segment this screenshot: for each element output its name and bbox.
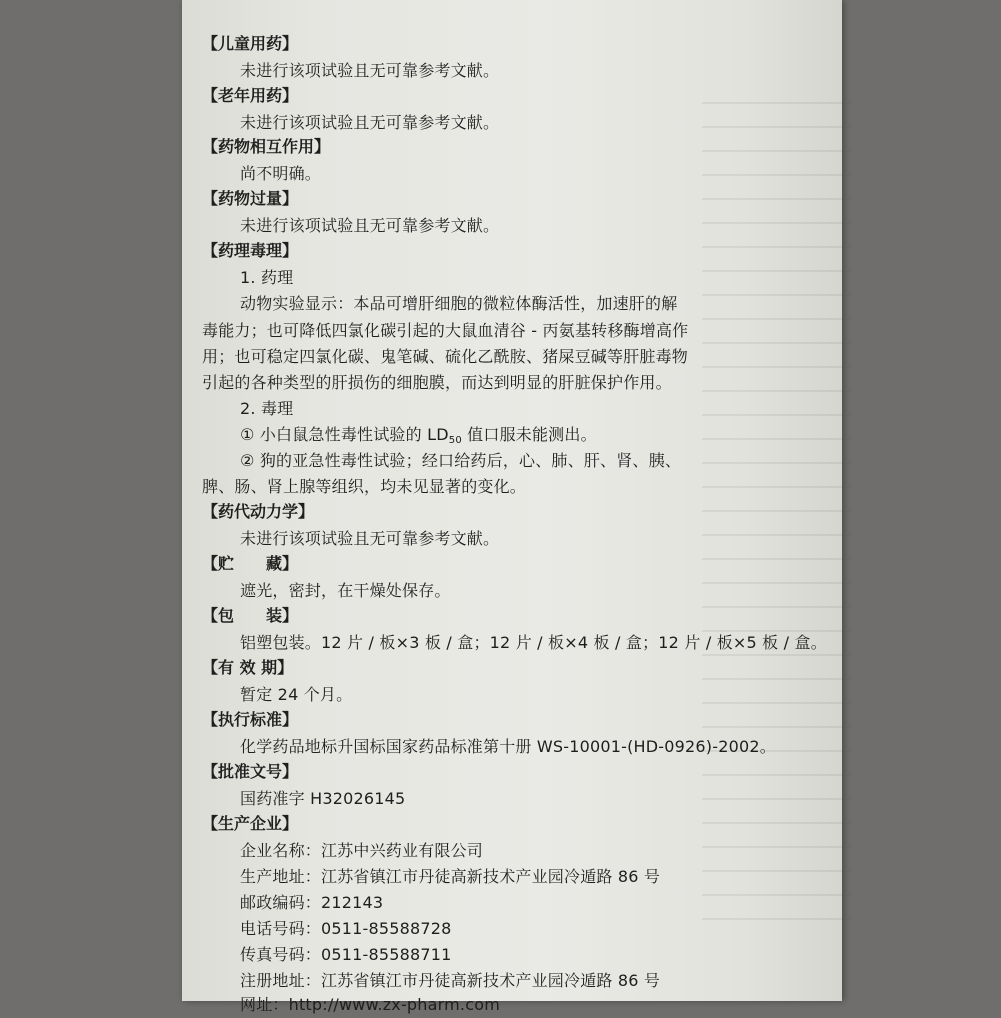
heading-approval: 【批准文号】 [202,762,299,781]
company-name: 企业名称：江苏中兴药业有限公司 [240,841,484,860]
toxicity-line-3: 脾、肠、肾上腺等组织，均未见显著的变化。 [202,477,527,496]
toxicity-line-2: ② 狗的亚急性毒性试验；经口给药后，心、肺、肝、肾、胰、 [240,451,682,470]
heading-package: 【包 装】 [202,606,299,625]
text-elderly: 未进行该项试验且无可靠参考文献。 [240,113,500,132]
heading-toxicology: 【药理毒理】 [202,241,299,260]
ld50-subscript: 50 [448,435,462,446]
heading-elderly: 【老年用药】 [202,86,299,105]
heading-pharmacokinetics: 【药代动力学】 [202,502,315,521]
text-approval: 国药准字 H32026145 [240,789,406,808]
website: 网址：http://www.zx-pharm.com [240,995,500,1014]
toxicity-line-1 [240,422,597,448]
heading-manufacturer: 【生产企业】 [202,814,299,833]
heading-standard: 【执行标准】 [202,710,299,729]
package-insert-page [182,0,842,1014]
show-through-text [702,80,852,940]
registered-address: 注册地址：江苏省镇江市丹徒高新技术产业园冷遁路 86 号 [240,971,661,990]
text-standard: 化学药品地标升国标国家药品标准第十册 WS-10001-(HD-0926)-2002。 [240,737,776,756]
toxicity-line-1a: ① 小白鼠急性毒性试验的 LD [240,425,449,444]
heading-validity: 【有 效 期】 [202,658,294,677]
production-address: 生产地址：江苏省镇江市丹徒高新技术产业园冷遁路 86 号 [240,867,661,886]
heading-overdose: 【药物过量】 [202,189,299,208]
fax-number: 传真号码：0511-85588711 [240,945,452,964]
pharmacology-title: 1. 药理 [240,268,294,287]
text-pharmacokinetics: 未进行该项试验且无可靠参考文献。 [240,529,500,548]
pharmacology-line-4: 引起的各种类型的肝损伤的细胞膜，而达到明显的肝脏保护作用。 [202,373,672,392]
text-interactions: 尚不明确。 [240,164,322,183]
text-overdose: 未进行该项试验且无可靠参考文献。 [240,216,500,235]
text-package: 铝塑包装。12 片 / 板×3 板 / 盒；12 片 / 板×4 板 / 盒；12 片 / 板×5 板 / 盒。 [240,633,827,652]
toxicity-line-1b: 值口服未能测出。 [461,425,597,444]
text-children: 未进行该项试验且无可靠参考文献。 [240,61,500,80]
pharmacology-line-1: 动物实验显示：本品可增肝细胞的微粒体酶活性，加速肝的解 [240,294,678,313]
postal-code: 邮政编码：212143 [240,893,384,912]
heading-interactions: 【药物相互作用】 [202,137,331,156]
text-validity: 暂定 24 个月。 [240,685,353,704]
pharmacology-line-2: 毒能力；也可降低四氯化碳引起的大鼠血清谷 - 丙氨基转移酶增高作 [202,321,689,340]
text-storage: 遮光，密封，在干燥处保存。 [240,581,451,600]
phone-number: 电话号码：0511-85588728 [240,919,452,938]
heading-children: 【儿童用药】 [202,34,299,53]
toxicity-title: 2. 毒理 [240,399,294,418]
heading-storage: 【贮 藏】 [202,554,299,573]
pharmacology-line-3: 用；也可稳定四氯化碳、鬼笔碱、硫化乙酰胺、猪屎豆碱等肝脏毒物 [202,347,689,366]
